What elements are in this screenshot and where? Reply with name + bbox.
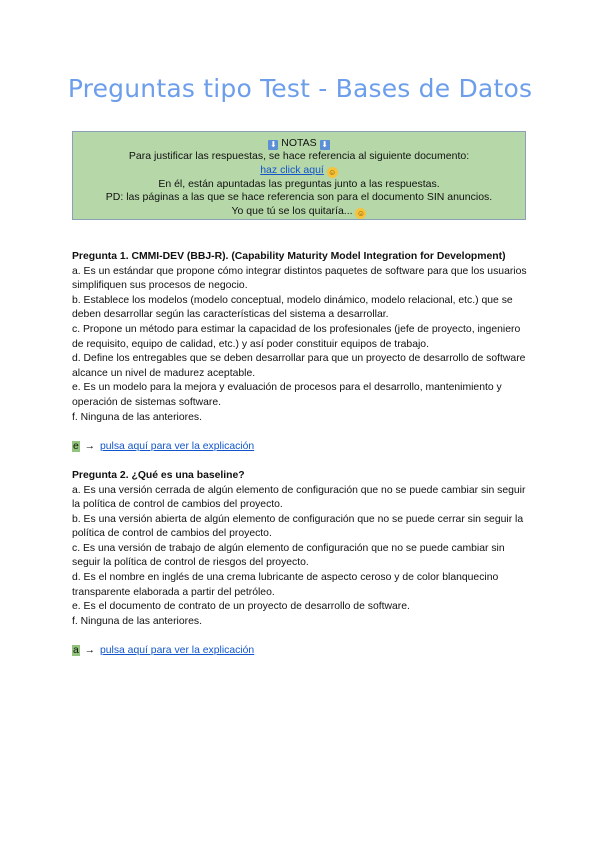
explanation-link[interactable]: pulsa aquí para ver la explicación	[99, 645, 255, 657]
notes-box	[72, 131, 526, 220]
notes-heading	[73, 137, 525, 150]
option-d: d. Es el nombre en inglés de una crema lubricante de aspecto ceroso y de color blanquecino transparente elaborada a partir del petróleo.	[72, 572, 499, 598]
option-e: e. Es el documento de contrato de un proyecto de desarrollo de software.	[72, 601, 410, 613]
down-arrow-icon: ⬇	[270, 140, 277, 149]
answer-letter: e	[73, 440, 79, 452]
question-1	[72, 250, 532, 454]
questions-content	[72, 250, 532, 659]
question-2	[72, 469, 532, 659]
notes-link-line	[73, 164, 525, 178]
question-title: Pregunta 1. CMMI-DEV (BBJ-R). (Capability Maturity Model Integration for Development)	[72, 251, 506, 262]
smiley-icon: ☺	[328, 167, 337, 177]
option-f: f. Ninguna de las anteriores.	[72, 615, 202, 627]
option-e: e. Es un modelo para la mejora y evaluación de procesos para el desarrollo, mantenimiento y operación de sistemas software.	[72, 382, 502, 408]
option-a: a. Es una versión cerrada de algún elemento de configuración que no se puede cambiar sin seguir la política de control de cambios del proyecto.	[72, 484, 526, 511]
answer-letter: a	[73, 645, 79, 657]
option-b: b. Establece los modelos (modelo conceptual, modelo dinámico, modelo relacional, etc.) que se deben desarrollar según las características del sistema a desarrollar.	[72, 294, 513, 321]
down-arrow-icon: ⬇	[321, 140, 328, 149]
explanation-link[interactable]: pulsa aquí para ver la explicación	[99, 440, 255, 452]
answer-line	[72, 644, 532, 659]
arrow-icon: →	[84, 645, 96, 657]
answer-line	[72, 440, 532, 455]
arrow-icon: →	[84, 440, 96, 452]
notes-line-3: En él, están apuntadas las preguntas junto a las respuestas.	[158, 177, 440, 190]
option-d: d. Define los entregables que se deben desarrollar para que un proyecto de desarrollo de software alcance un nivel de madurez aceptable.	[72, 353, 526, 379]
option-b: b. Es una versión abierta de algún elemento de configuración que no se puede cerrar sin seguir la política de control de cambios del proyecto.	[72, 513, 524, 540]
notes-line-5	[73, 205, 525, 219]
question-title: Pregunta 2. ¿Qué es una baseline?	[72, 469, 245, 481]
smiley-icon: ☺	[356, 208, 366, 218]
option-f: f. Ninguna de las anteriores.	[72, 411, 202, 423]
option-c: c. Propone un método para estimar la capacidad de los profesionales (jefe de proyecto, ingeniero de requisito, equipo de calidad, etc.) y así poder constituir equipos de trabajo.	[72, 323, 521, 350]
spacer	[72, 454, 532, 469]
notes-line-1: Para justificar las respuestas, se hace referencia al siguiente documento:	[128, 150, 470, 163]
notes-heading-text: NOTAS	[281, 137, 317, 149]
page-title: Preguntas tipo Test - Bases de Datos	[67, 74, 533, 103]
document-link[interactable]: haz click aquí	[260, 163, 324, 176]
option-a: a. Es un estándar que propone cómo integrar distintos paquetes de software para que los usuarios simplifiquen sus procesos de negocio.	[72, 265, 527, 292]
notes-line-5-text: Yo que tú se los quitaría...	[231, 204, 353, 217]
option-c: c. Es una versión de trabajo de algún elemento de configuración que no se puede cambiar sin seguir la política de control de riesgos del proyecto.	[72, 542, 505, 569]
notes-line-4: PD: las páginas a las que se hace referencia son para el documento SIN anuncios.	[105, 191, 493, 204]
